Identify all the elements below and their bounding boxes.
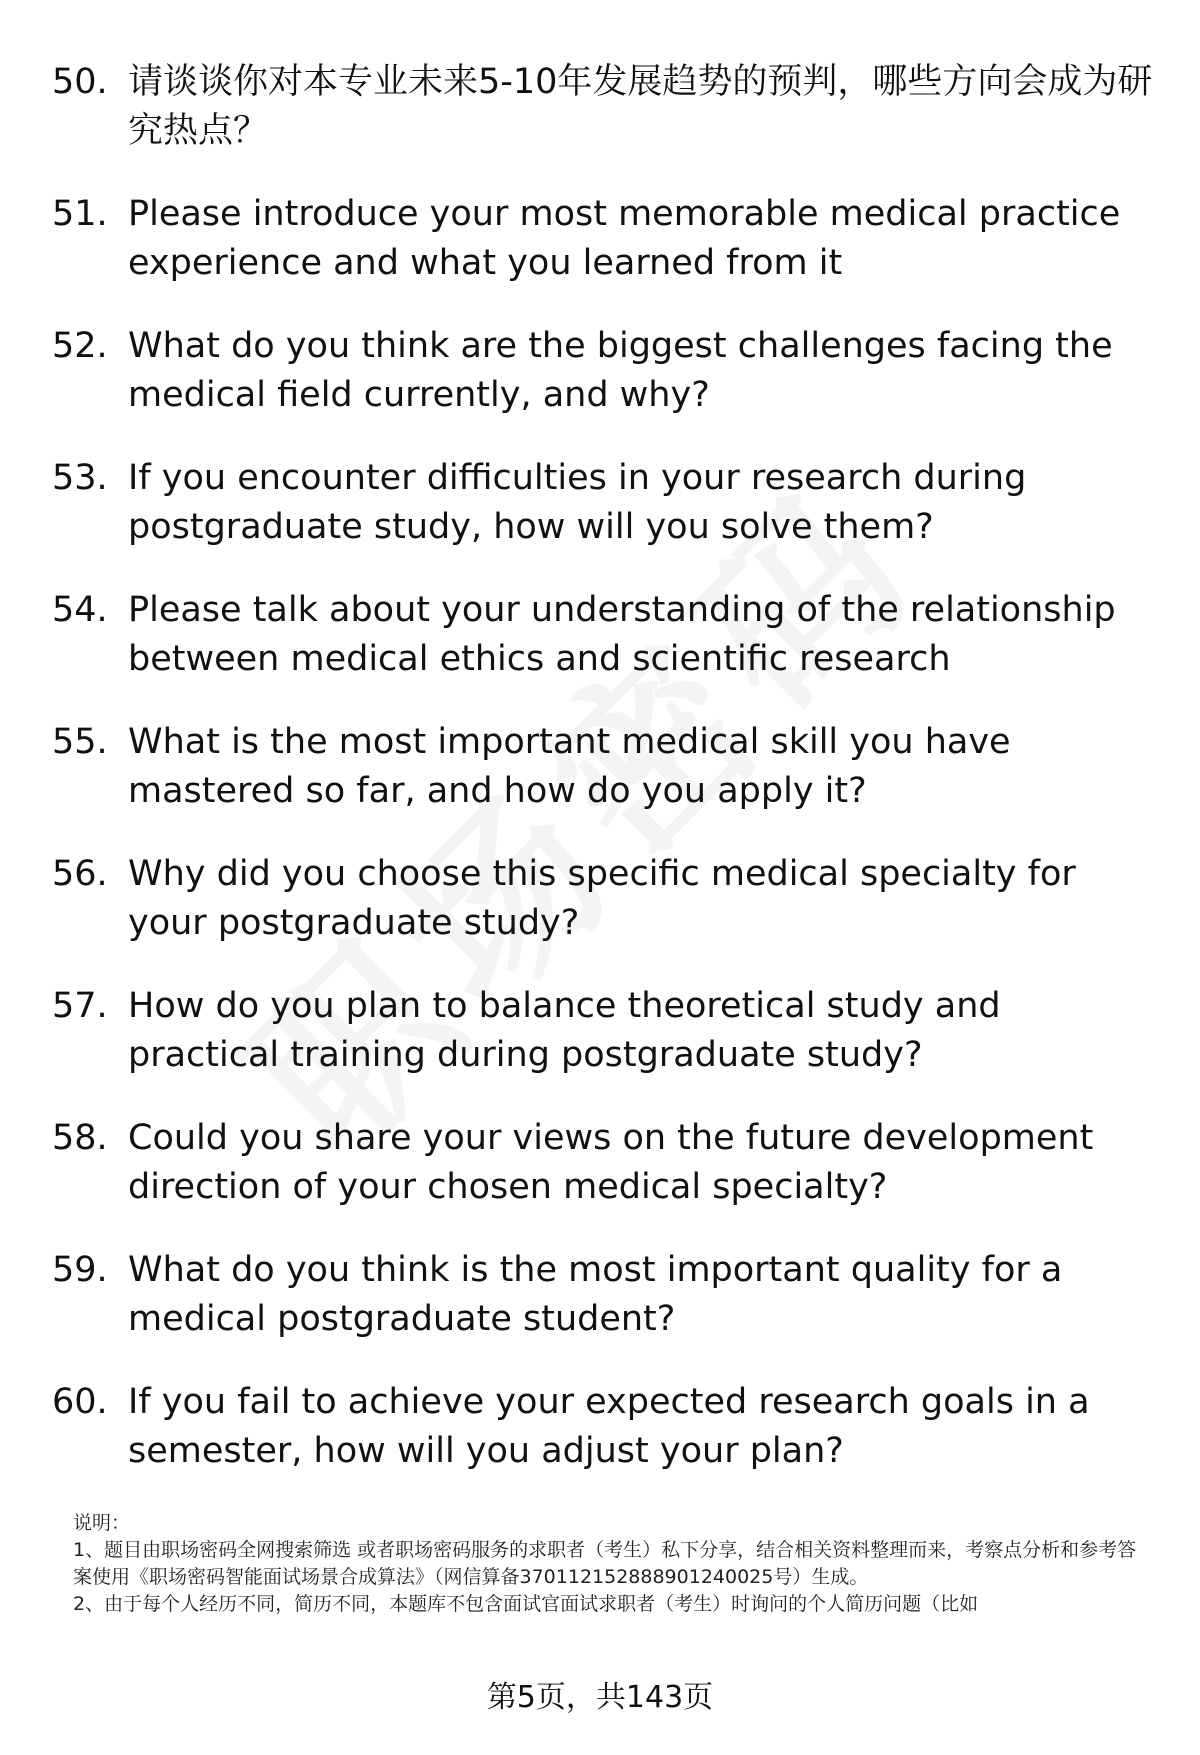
question-number: 57.	[52, 986, 108, 1026]
question-number: 54.	[52, 590, 108, 630]
question-text: What do you think is the most important quality for a medical postgraduate student?	[128, 1250, 1063, 1339]
question-number: 56.	[52, 854, 108, 894]
question-item	[52, 454, 1162, 552]
question-item	[52, 850, 1162, 948]
page-footer: 第5页，共143页	[486, 1680, 714, 1715]
note-item: 1、题目由职场密码全网搜索筛选 或者职场密码服务的求职者（考生）私下分享，结合相关资料整理而来，考察点分析和参考答案使用《职场密码智能面试场景合成算法》（网信算备370112152888901240025号）生成。	[73, 1539, 1137, 1588]
question-text: If you fail to achieve your expected research goals in a semester, how will you adjust your plan?	[128, 1382, 1090, 1471]
question-number: 59.	[52, 1250, 108, 1290]
question-item	[52, 322, 1162, 420]
question-text: Could you share your views on the future development direction of your chosen medical specialty?	[128, 1118, 1094, 1207]
question-number: 58.	[52, 1118, 108, 1158]
question-text: If you encounter difficulties in your research during postgraduate study, how will you solve them?	[128, 458, 1027, 547]
question-number: 52.	[52, 326, 108, 366]
question-text: Why did you choose this specific medical specialty for your postgraduate study?	[128, 854, 1076, 943]
question-number: 53.	[52, 458, 108, 498]
question-text: Please introduce your most memorable medical practice experience and what you learned from it	[128, 194, 1121, 283]
question-item	[52, 190, 1162, 288]
question-number: 50.	[52, 62, 108, 102]
question-number: 60.	[52, 1382, 108, 1422]
notes-section	[73, 1510, 1153, 1618]
question-text: What do you think are the biggest challenges facing the medical field currently, and why?	[128, 326, 1113, 415]
question-text: What is the most important medical skill you have mastered so far, and how do you apply it?	[128, 722, 1011, 811]
question-number: 51.	[52, 194, 108, 234]
question-number: 55.	[52, 722, 108, 762]
question-item	[52, 1246, 1162, 1344]
notes-heading: 说明：	[73, 1512, 131, 1534]
note-item: 2、由于每个人经历不同，简历不同，本题库不包含面试官面试求职者（考生）时询问的个人简历问题（比如	[73, 1593, 979, 1615]
question-item	[52, 718, 1162, 816]
question-text: 请谈谈你对本专业未来5-10年发展趋势的预判，哪些方向会成为研究热点？	[128, 62, 1153, 151]
question-item	[52, 58, 1162, 156]
question-text: Please talk about your understanding of the relationship between medical ethics and scientific research	[128, 590, 1116, 679]
question-item	[52, 1378, 1162, 1476]
question-item	[52, 982, 1162, 1080]
question-list	[52, 58, 1162, 1510]
question-item	[52, 1114, 1162, 1212]
question-item	[52, 586, 1162, 684]
question-text: How do you plan to balance theoretical study and practical training during postgraduate study?	[128, 986, 1001, 1075]
